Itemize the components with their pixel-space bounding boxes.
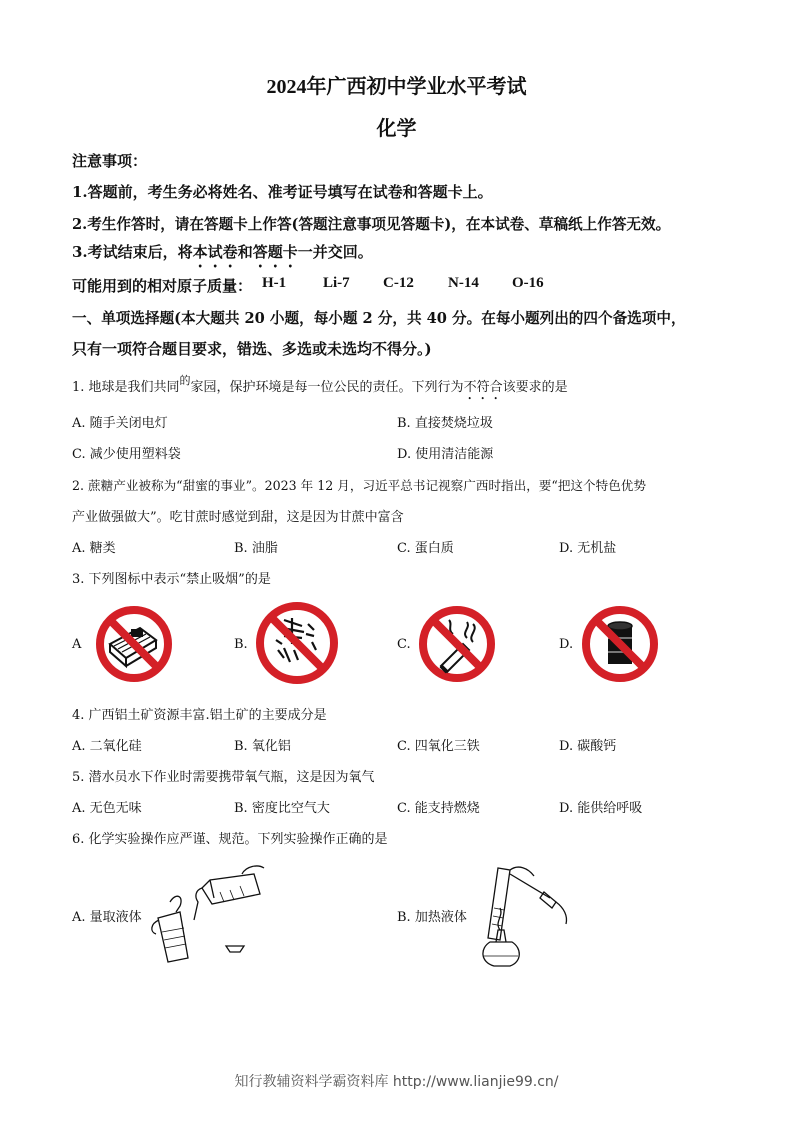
q1-option-d: D. 使用清洁能源 [397, 447, 494, 462]
atomic-mass-c: C-12 [383, 275, 414, 291]
notice-item-3 [72, 241, 373, 271]
notice-item-3-suffix: 一并交回。 [297, 243, 373, 261]
atomic-mass-li: Li-7 [323, 275, 350, 291]
q1-option-c: C. 减少使用塑料袋 [72, 447, 181, 462]
subject-title: 化学 [376, 118, 417, 140]
notice-item-3-emph-card: 答题卡 [252, 243, 298, 261]
q3-label-d: D. [559, 637, 574, 652]
q4-option-d: D. 碳酸钙 [559, 739, 617, 754]
q2-option-b: B. 油脂 [234, 541, 278, 556]
heating-liquid-illustration-icon [470, 858, 580, 974]
q5-option-a: A. 无色无味 [72, 801, 142, 816]
section1-line2: 只有一项符合题目要求，错选、多选或未选均不得分。) [72, 340, 432, 358]
notice-item-3-emph-paper: 本试卷 [192, 243, 238, 261]
q4-option-b: B. 氧化铝 [234, 739, 291, 754]
q6-stem: 6. 化学实验操作应严谨、规范。下列实验操作正确的是 [72, 832, 388, 847]
q1-stem [72, 376, 568, 403]
no-fireworks-sign-icon [254, 600, 340, 686]
q6-option-a: A. 量取液体 [72, 910, 142, 925]
q1-stem-c: 该要求的是 [502, 380, 568, 395]
q5-stem: 5. 潜水员水下作业时需要携带氧气瓶，这是因为氧气 [72, 770, 375, 785]
no-barrel-sign-icon [580, 604, 660, 684]
exam-title: 2024年广西初中学业水平考试 [266, 76, 527, 98]
section1-line1: 一、单项选择题(本大题共 20 小题，每小题 2 分，共 40 分。在每小题列出的四个备选项中， [72, 310, 686, 327]
q4-stem: 4. 广西铝土矿资源丰富.铝土矿的主要成分是 [72, 708, 327, 723]
measuring-liquid-illustration-icon [150, 862, 270, 970]
no-matches-sign-icon [94, 604, 174, 684]
no-smoking-sign-icon [417, 604, 497, 684]
notice-item-3-prefix: 3.考试结束后，将 [72, 243, 193, 261]
q2-option-a: A. 糖类 [72, 541, 116, 556]
footer-watermark: 知行教辅资料学霸资料库 http://www.lianjie99.cn/ [234, 1074, 559, 1090]
q5-option-d: D. 能供给呼吸 [559, 801, 643, 816]
notice-item-2: 2.考生作答时，请在答题卡上作答(答题注意事项见答题卡)，在本试卷、草稿纸上作答无效。 [72, 216, 671, 233]
q1-stem-a: 1. 地球是我们共同 [72, 380, 180, 395]
q2-stem-line2: 产业做强做大”。吃甘蔗时感觉到甜，这是因为甘蔗中富含 [72, 510, 404, 525]
q2-option-d: D. 无机盐 [559, 541, 617, 556]
notice-heading: 注意事项： [72, 152, 148, 170]
q1-option-a: A. 随手关闭电灯 [72, 416, 168, 431]
q5-option-b: B. 密度比空气大 [234, 801, 330, 816]
q3-label-a: A [72, 637, 82, 652]
q3-label-c: C. [397, 637, 411, 652]
notice-item-3-and: 和 [237, 243, 253, 261]
q5-option-c: C. 能支持燃烧 [397, 801, 480, 816]
q1-stem-emph: 不符合 [463, 380, 503, 395]
q2-option-c: C. 蛋白质 [397, 541, 454, 556]
q1-option-b: B. 直接焚烧垃圾 [397, 416, 493, 431]
atomic-mass-n: N-14 [448, 275, 479, 291]
atomic-mass-h: H-1 [262, 275, 287, 291]
q4-option-a: A. 二氧化硅 [72, 739, 142, 754]
atomic-mass-o: O-16 [512, 275, 544, 291]
atomic-mass-label: 可能用到的相对原子质量： [72, 277, 253, 295]
q3-label-b: B. [234, 637, 248, 652]
q4-option-c: C. 四氧化三铁 [397, 739, 480, 754]
notice-item-1: 1.答题前，考生务必将姓名、准考证号填写在试卷和答题卡上。 [72, 183, 493, 201]
q1-stem-b: 家园，保护环境是每一位公民的责任。下列行为 [190, 380, 464, 395]
q6-option-b: B. 加热液体 [397, 910, 467, 925]
q3-stem: 3. 下列图标中表示“禁止吸烟”的是 [72, 572, 271, 587]
q1-stem-sup: 的 [179, 374, 191, 387]
q2-stem-line1: 2. 蔗糖产业被称为“甜蜜的事业”。2023 年 12 月，习近平总书记视察广西时指出，要“把这个特色优势 [72, 478, 646, 493]
